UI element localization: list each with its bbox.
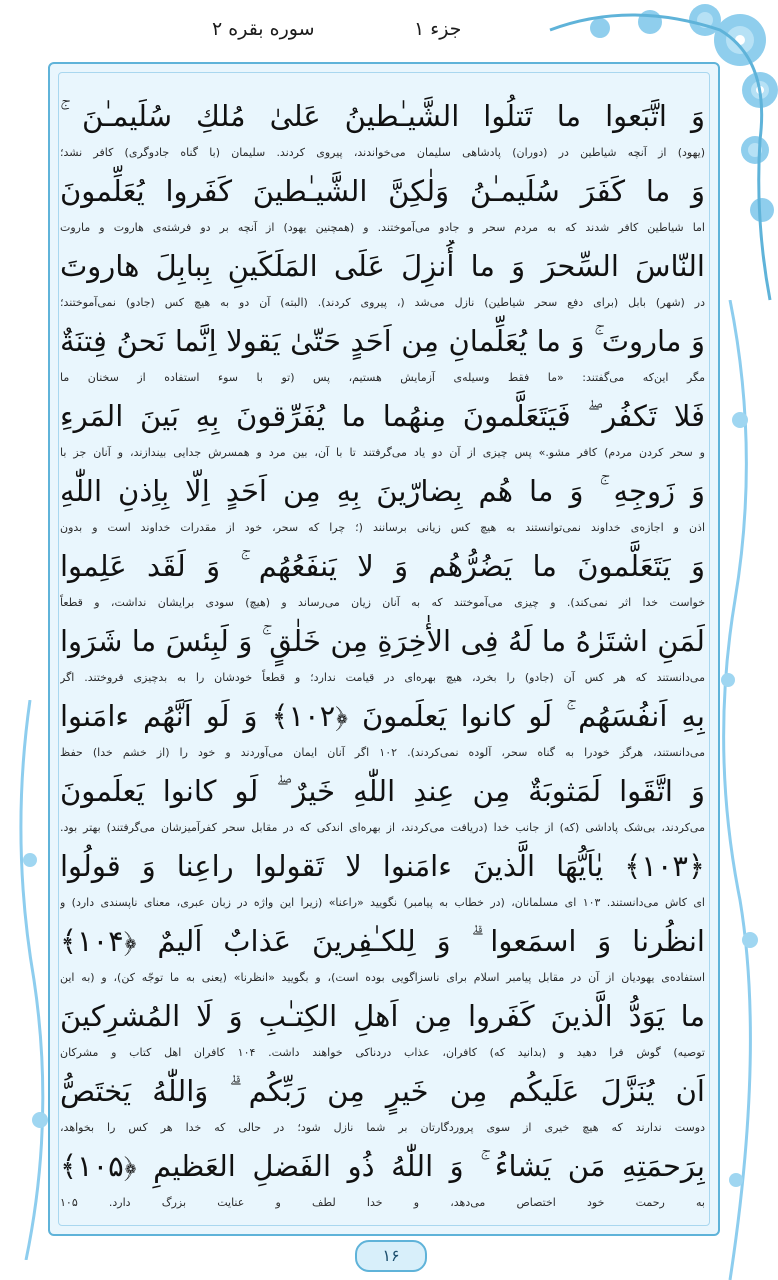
translation-line: و سحر کردن مردم) کافر مشو.» پس چیزی از آن دو یاد می‌گرفتند تا با آن، بین مرد و همسرش جدایی بیندازند، و آنان جز با (60, 446, 705, 459)
arabic-line: بِهِ اَنفُسَهُم ۚ لَو كانوا یَعلَمونَ ﴿۱۰۲﴾ وَ لَو اَنَّهُم ءامَنوا (60, 699, 705, 733)
verse-line (60, 390, 705, 464)
page-header (0, 18, 778, 54)
arabic-line: لَمَنِ اشتَرٰهُ ما لَهُ فِی الأٰخِرَةِ مِن خَلٰقٍ ۚ وَ لَبِئسَ ما شَرَوا (60, 624, 705, 658)
arabic-line: اَن یُنَزَّلَ عَلَیكُم مِن خَیرٍ مِن رَبِّكُم ۗ وَاللّٰهُ یَختَصُّ (60, 1074, 705, 1108)
arabic-line: وَ یَتَعَلَّمونَ ما یَضُرُّهُم وَ لا یَنفَعُهُم ۚ وَ لَقَد عَلِموا (60, 549, 705, 583)
page-number: ۱۶ (355, 1240, 427, 1272)
translation-line: به رحمت خود اختصاص می‌دهد، و خدا لطف و عنایت بزرگ دارد. ۱۰۵ (60, 1196, 705, 1209)
arabic-line: وَ زَوجِهِ ۚ وَ ما هُم بِضارّینَ بِهِ مِن اَحَدٍ اِلّا بِاِذنِ اللّٰهِ (60, 474, 705, 508)
verse-line (60, 765, 705, 839)
translation-line: اما شیاطین کافر شدند که به مردم سحر و جادو می‌آموختند. و (همچنین یهود) از آنچه بر دو فرشته‌ی هاروت و ماروت (60, 221, 705, 234)
translation-line: دوست ندارند که هیچ خیری از سوی پروردگارتان بر شما نازل شود؛ در حالی که خدا هر کس را بخواهد، (60, 1121, 705, 1134)
verse-line (60, 840, 705, 914)
verse-line (60, 465, 705, 539)
translation-line: می‌کردند، بی‌شک پاداشی (که) از جانب خدا (دریافت می‌کردند، از بهره‌ای اندکی که در مقابل سحر کفرآمیزشان می‌گرفتند) بهتر بود. (60, 821, 705, 834)
verse-line (60, 90, 705, 164)
arabic-line: وَ ما كَفَرَ سُلَیمـٰنُ وَلٰكِنَّ الشَّیـٰطینَ كَفَروا یُعَلِّمونَ (60, 174, 705, 208)
translation-line: می‌دانستند که هر کس آن (جادو) را بخرد، هیچ بهره‌ای در قیامت ندارد؛ و قطعاً خودشان را به بدچیزی فروختند. اگر (60, 671, 705, 684)
verse-line (60, 1065, 705, 1139)
verse-line (60, 315, 705, 389)
arabic-line: انظُرنا وَ اسمَعوا ۗ وَ لِلكـٰفِرینَ عَذابٌ اَلیمٌ ﴿۱۰۴﴾ (60, 924, 705, 958)
translation-line: مگر این‌که می‌گفتند: «ما فقط وسیله‌ی آزمایش هستیم، پس (تو با سوء استفاده از سخنان ما (60, 371, 705, 384)
arabic-line: فَلا تَكفُر ۖ فَیَتَعَلَّمونَ مِنهُما ما یُفَرِّقونَ بِهِ بَینَ المَرءِ (60, 399, 705, 433)
verse-line (60, 1140, 705, 1214)
verse-line (60, 915, 705, 989)
translation-line: اذن و اجازه‌ی خداوند نمی‌توانستند به هیچ کس زیانی برسانند (؛ چرا که سحر، خود از مقدرات خداوند است و بدون (60, 521, 705, 534)
arabic-line: وَ اتَّقَوا لَمَثوبَةٌ مِن عِندِ اللّٰهِ خَیرٌ ۖ لَو كانوا یَعلَمونَ (60, 774, 705, 808)
arabic-line: وَ اتَّبَعوا ما تَتلُوا الشَّیـٰطینُ عَلیٰ مُلكِ سُلَیمـٰنَ ۚ (60, 99, 705, 133)
quran-page (60, 78, 705, 1218)
translation-line: در (شهر) بابل (برای دفع سحر شیاطین) نازل می‌شد (، پیروی کردند). (البته) آن دو به هیچ کس (جادو) نمی‌آموختند؛ (60, 296, 705, 309)
arabic-line: بِرَحمَتِهِ مَن یَشاءُ ۚ وَ اللّٰهُ ذُو الفَضلِ العَظیمِ ﴿۱۰۵﴾ (60, 1149, 705, 1183)
translation-line: استفاده‌ی یهودیان از آن در مقابل پیامبر اسلام برای ناسزاگویی بوده است)، و بگویید «انظرنا» (یعنی به ما توجّه کن)، و (به این (60, 971, 705, 984)
juz-label: جزء ۱ (414, 18, 462, 40)
verse-line (60, 615, 705, 689)
verse-line (60, 540, 705, 614)
surah-label: سوره بقره ۲ (212, 18, 315, 40)
verse-line (60, 690, 705, 764)
arabic-line: النّاسَ السِّحرَ وَ ما أُنزِلَ عَلَی المَلَكَینِ بِبابِلَ هاروتَ (60, 249, 705, 283)
translation-line: ای کاش می‌دانستند. ۱۰۳ ای مسلمانان، (در خطاب به پیامبر) نگویید «راعنا» (زیرا این واژه در زبان عبری، معنای ناپسندی دارد) و (60, 896, 705, 909)
verse-line (60, 165, 705, 239)
arabic-line: وَ ماروتَ ۚ وَ ما یُعَلِّمانِ مِن اَحَدٍ حَتّیٰ یَقولا اِنَّما نَحنُ فِتنَةٌ (60, 324, 705, 358)
verse-line (60, 990, 705, 1064)
verse-line (60, 240, 705, 314)
translation-line: خواست خدا اثر نمی‌کند). و چیزی می‌آموختند که به آنان زیان می‌رساند و (هیچ) سودی برایشان نداشت، و قطعاً (60, 596, 705, 609)
arabic-line: ﴿۱۰۳﴾ یٰاَیُّهَا الَّذینَ ءامَنوا لا تَقولوا راعِنا وَ قولُوا (60, 849, 705, 883)
translation-line: می‌دانستند، هرگز خودرا به گناه سحر، آلوده نمی‌کردند). ۱۰۲ اگر آنان ایمان می‌آوردند و خود را (از خشم خدا) حفظ (60, 746, 705, 759)
arabic-line: ما یَوَدُّ الَّذینَ كَفَروا مِن اَهلِ الكِتـٰبِ وَ لَا المُشرِكینَ (60, 999, 705, 1033)
translation-line: (یهود) از آنچه شیاطین در (دوران) پادشاهی سلیمان می‌خواندند، پیروی کردند. سلیمان (با گناه جادوگری) کافر نشد؛ (60, 146, 705, 159)
translation-line: توصیه) گوش فرا دهید و (بدانید که) کافران، عذاب دردناکی خواهند داشت. ۱۰۴ کافران اهل کتاب و مشرکان (60, 1046, 705, 1059)
